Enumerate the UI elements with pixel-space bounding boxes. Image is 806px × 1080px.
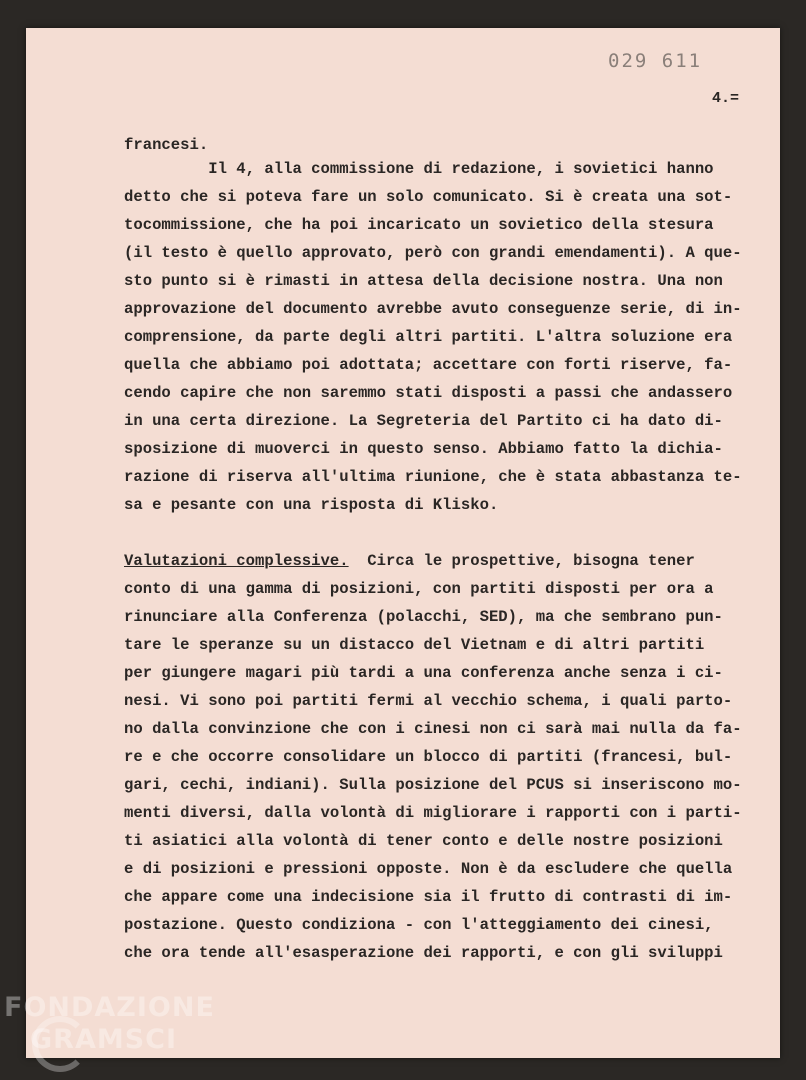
text-line: comprensione, da parte degli altri partiti. L'altra soluzione era — [124, 328, 733, 346]
watermark-line-1: FONDAZIONE — [4, 992, 215, 1023]
text-line-heading — [124, 547, 764, 575]
page-number: 4.= — [712, 90, 740, 107]
text-line: (il testo è quello approvato, però con grandi emendamenti). A que- — [124, 244, 742, 262]
text-line: nesi. Vi sono poi partiti fermi al vecchio schema, i quali parto- — [124, 692, 733, 710]
text-line: in una certa direzione. La Segreteria del Partito ci ha dato di- — [124, 412, 723, 430]
text-line: che ora tende all'esasperazione dei rapporti, e con gli sviluppi — [124, 944, 723, 962]
paragraph-valutazioni — [124, 547, 764, 967]
text-line: no dalla convinzione che con i cinesi non ci sarà mai nulla da fa- — [124, 720, 742, 738]
heading-line-rest: Circa le prospettive, bisogna tener — [348, 552, 695, 570]
paragraph-commission — [124, 155, 764, 519]
text-line: menti diversi, dalla volontà di migliorare i rapporti con i parti- — [124, 804, 742, 822]
text-line: sposizione di muoverci in questo senso. Abbiamo fatto la dichia- — [124, 440, 723, 458]
text-line: sa e pesante con una risposta di Klisko. — [124, 496, 499, 514]
text-line: rinunciare alla Conferenza (polacchi, SED), ma che sembrano pun- — [124, 608, 723, 626]
text-line: per giungere magari più tardi a una conferenza anche senza i ci- — [124, 664, 723, 682]
archive-number-stamp: 029 611 — [608, 50, 703, 72]
text-line: razione di riserva all'ultima riunione, che è stata abbastanza te- — [124, 468, 742, 486]
text-line: e di posizioni e pressioni opposte. Non è da escludere che quella — [124, 860, 733, 878]
text-line: re e che occorre consolidare un blocco di partiti (francesi, bul- — [124, 748, 733, 766]
text-line: ti asiatici alla volontà di tener conto e delle nostre posizioni — [124, 832, 723, 850]
text-line: gari, cechi, indiani). Sulla posizione del PCUS si inseriscono mo- — [124, 776, 742, 794]
text-line: sto punto si è rimasti in attesa della decisione nostra. Una non — [124, 272, 723, 290]
text-line: che appare come una indecisione sia il frutto di contrasti di im- — [124, 888, 733, 906]
text-line: quella che abbiamo poi adottata; accettare con forti riserve, fa- — [124, 356, 733, 374]
text-line: francesi. — [124, 136, 209, 154]
text-line: tare le speranze su un distacco del Vietnam e di altri partiti — [124, 636, 705, 654]
watermark-line-2: GRAMSCI — [30, 1024, 178, 1055]
text-line: tocommissione, che ha poi incaricato un sovietico della stesura — [124, 216, 714, 234]
text-line: approvazione del documento avrebbe avuto conseguenze serie, di in- — [124, 300, 742, 318]
text-line: conto di una gamma di posizioni, con partiti disposti per ora a — [124, 580, 714, 598]
text-line: postazione. Questo condiziona - con l'atteggiamento dei cinesi, — [124, 916, 714, 934]
section-heading: Valutazioni complessive. — [124, 552, 349, 570]
text-line: cendo capire che non saremmo stati disposti a passi che andassero — [124, 384, 733, 402]
text-line: detto che si poteva fare un solo comunicato. Si è creata una sot- — [124, 188, 733, 206]
text-line: Il 4, alla commissione di redazione, i sovietici hanno — [124, 160, 714, 178]
